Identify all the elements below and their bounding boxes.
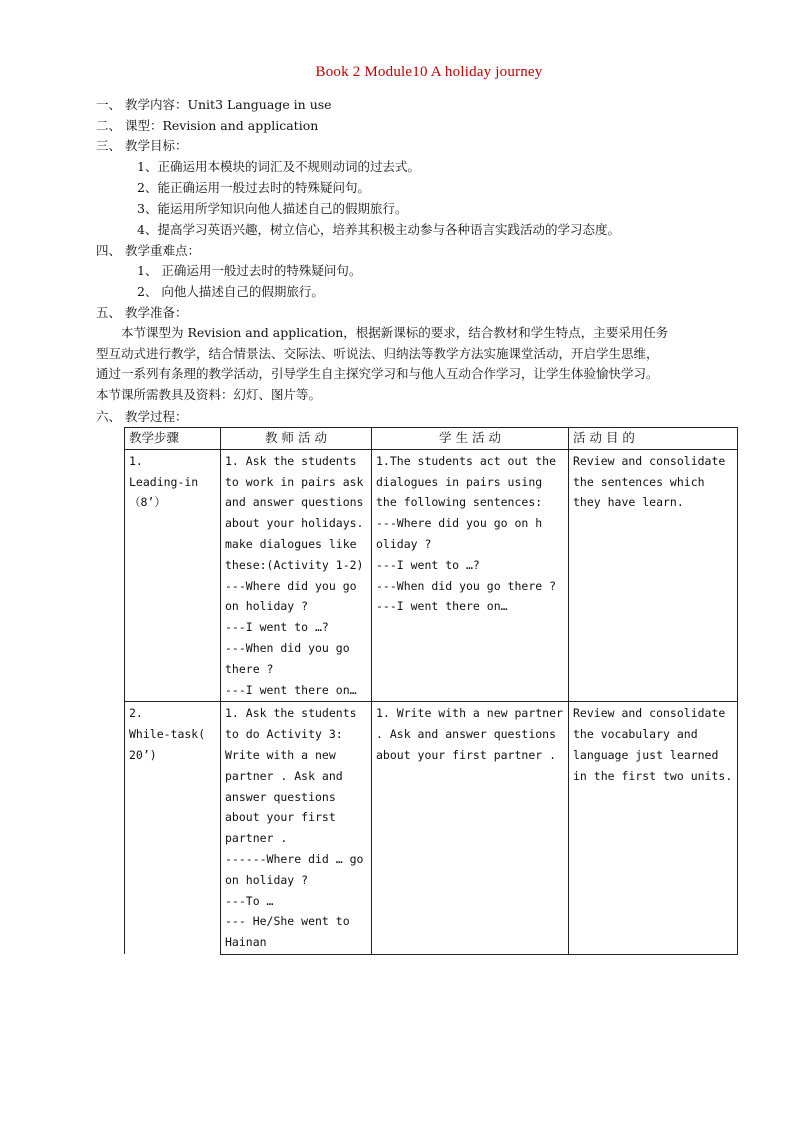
cell-text-line: language just learned: [573, 747, 719, 762]
cell-text-line: there ?: [225, 661, 274, 676]
cell-text-line: 1. Write with a new partner: [376, 706, 563, 721]
objective-item: 4、提高学习英语兴趣，树立信心，培养其积极主动参与各种语言实践活动的学习态度。: [137, 222, 620, 237]
cell-text-line: dialogues in pairs using: [376, 474, 543, 489]
student-cell: [372, 702, 569, 955]
cell-text-line: ---To …: [225, 893, 274, 908]
step-cell: [125, 702, 221, 955]
cell-text-line: --- He/She went to: [225, 914, 350, 929]
cell-text-line: the sentences which: [573, 474, 705, 489]
cell-text-line: on holiday ?: [225, 872, 309, 887]
cell-text-line: ---Where did you go: [225, 578, 357, 593]
purpose-cell: [569, 702, 738, 955]
cell-text-line: While-task(: [129, 727, 206, 742]
objective-item: 2、能正确运用一般过去时的特殊疑问句。: [137, 180, 370, 195]
cell-text-line: Hainan: [225, 935, 267, 950]
cell-text-line: about your first partner .: [376, 747, 557, 762]
cell-text-line: 1. Ask the students: [225, 453, 357, 468]
cell-text-line: on holiday ?: [225, 599, 309, 614]
cell-text-line: ---When did you go there ?: [376, 578, 557, 593]
preparation-line: 本节课型为 Revision and application，根据新课标的要求，结合教材和学生特点，主要采用任务: [121, 325, 669, 340]
section-content: 一、 教学内容：Unit3 Language in use: [96, 97, 332, 112]
process-table: [124, 427, 738, 955]
cell-text-line: ---When did you go: [225, 640, 350, 655]
section-preparation: 五、 教学准备：: [96, 305, 188, 320]
table-row: [125, 449, 738, 702]
section-type: 二、 课型：Revision and application: [96, 118, 319, 133]
cell-text-line: ---I went to …?: [225, 620, 329, 635]
cell-text-line: to work in pairs ask: [225, 474, 364, 489]
header-teacher: 教 师 活 动: [221, 428, 372, 450]
section-key-points: 四、 教学重难点：: [96, 243, 200, 258]
cell-text-line: 1.: [129, 453, 143, 468]
cell-text-line: ---Where did you go on h: [376, 516, 543, 531]
cell-text-line: make dialogues like: [225, 536, 357, 551]
cell-text-line: 20’): [129, 747, 157, 762]
cell-text-line: （8’）: [129, 495, 166, 510]
objective-item: 3、能运用所学知识向他人描述自己的假期旅行。: [137, 201, 408, 216]
cell-text-line: about your holidays.: [225, 516, 364, 531]
cell-text-line: the following sentences:: [376, 495, 543, 510]
cell-text-line: and answer questions: [225, 495, 364, 510]
cell-text-line: 2.: [129, 706, 143, 721]
cell-text-line: Review and consolidate: [573, 706, 726, 721]
preparation-paragraph: [96, 323, 736, 405]
preparation-materials: 本节课所需教具及资料：幻灯、图片等。: [96, 386, 322, 402]
cell-text-line: ---I went there on…: [225, 682, 357, 697]
cell-text-line: Review and consolidate: [573, 453, 726, 468]
preparation-line: 通过一系列有条理的教学活动，引导学生自主探究学习和与他人互动合作学习，让学生体验愉快学习。: [96, 366, 659, 382]
step-cell: [125, 449, 221, 702]
cell-text-line: 1. Ask the students: [225, 706, 357, 721]
teacher-cell: [221, 702, 372, 955]
cell-text-line: Write with a new: [225, 747, 336, 762]
purpose-cell: [569, 449, 738, 702]
cell-text-line: these:(Activity 1-2): [225, 557, 364, 572]
cell-text-line: about your first: [225, 810, 336, 825]
cell-text-line: 1.The students act out the: [376, 453, 557, 468]
section-process: 六、 教学过程：: [96, 409, 188, 424]
table-header-row: [125, 428, 738, 450]
objective-item: 1、正确运用本模块的词汇及不规则动词的过去式。: [137, 159, 420, 174]
cell-text-line: ---I went to …?: [376, 557, 480, 572]
cell-text-line: partner . Ask and: [225, 768, 343, 783]
preparation-line: 型互动式进行教学，结合情景法、交际法、听说法、归纳法等教学方法实施课堂活动，开启学生思维，: [96, 345, 659, 361]
key-point-item: 1、 正确运用一般过去时的特殊疑问句。: [137, 263, 362, 278]
cell-text-line: answer questions: [225, 789, 336, 804]
cell-text-line: Leading-in: [129, 474, 199, 489]
cell-text-line: . Ask and answer questions: [376, 727, 557, 742]
student-cell: [372, 449, 569, 702]
section-objectives: 三、 教学目标：: [96, 138, 188, 153]
key-point-item: 2、 向他人描述自己的假期旅行。: [137, 284, 324, 299]
header-student: 学 生 活 动: [372, 428, 569, 450]
cell-text-line: ------Where did … go: [225, 851, 364, 866]
table-row: [125, 702, 738, 955]
cell-text-line: partner .: [225, 831, 288, 846]
cell-text-line: oliday ?: [376, 536, 432, 551]
teacher-cell: [221, 449, 372, 702]
cell-text-line: ---I went there on…: [376, 599, 508, 614]
cell-text-line: in the first two units.: [573, 768, 733, 783]
header-step: 教学步骤: [125, 428, 221, 450]
document-title: Book 2 Module10 A holiday journey: [315, 64, 543, 80]
cell-text-line: the vocabulary and: [573, 727, 698, 742]
cell-text-line: to do Activity 3:: [225, 727, 343, 742]
header-purpose: 活 动 目 的: [569, 428, 738, 450]
cell-text-line: they have learn.: [573, 495, 684, 510]
